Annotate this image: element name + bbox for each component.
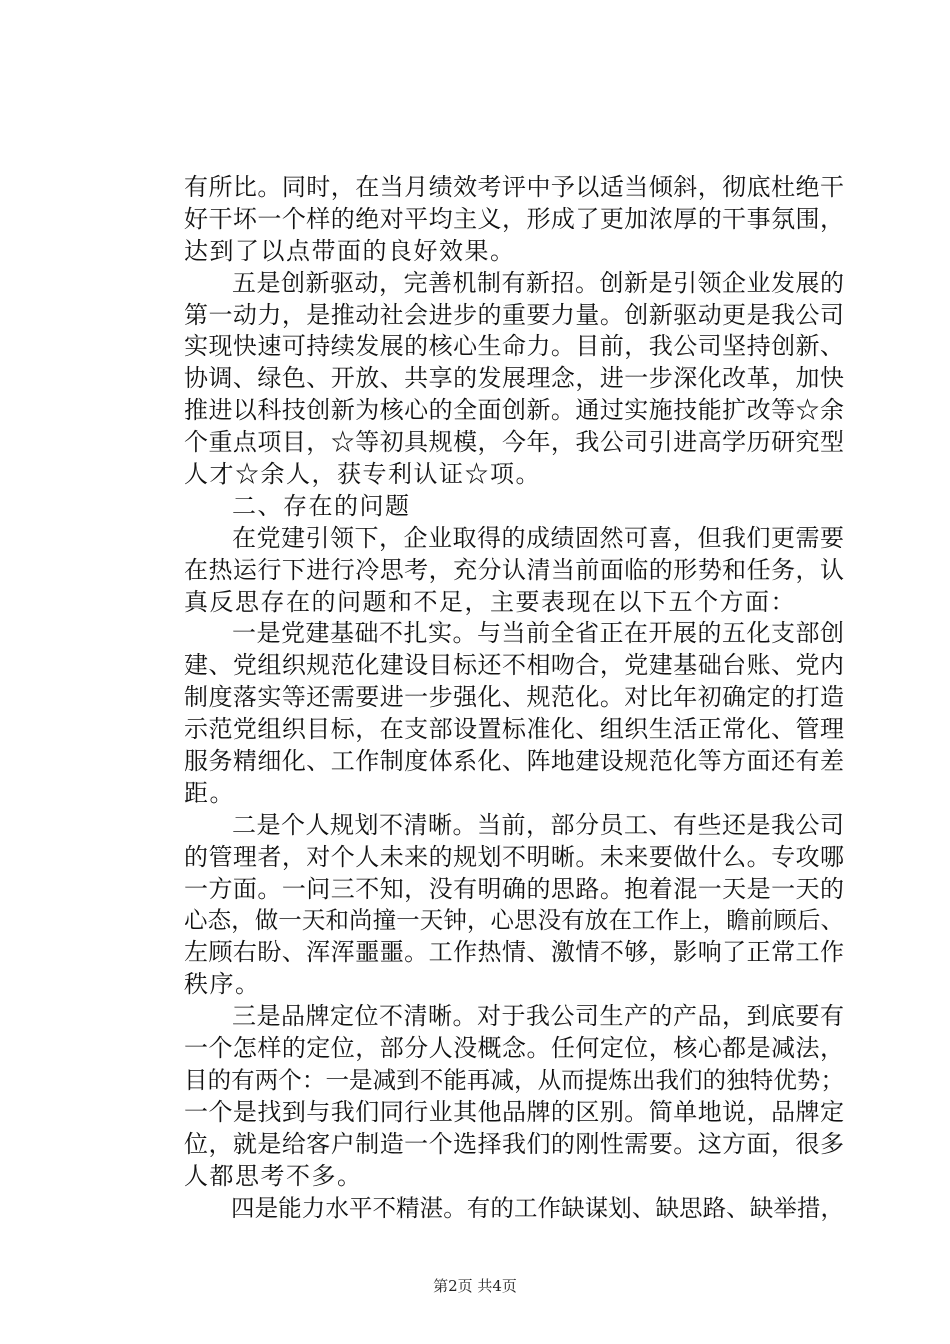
- text-line: 推进以科技创新为核心的全面创新。通过实施技能扩改等☆余: [184, 396, 844, 425]
- text-line: 在热运行下进行冷思考，充分认清当前面临的形势和任务，认: [184, 555, 844, 584]
- text-line: 实现快速可持续发展的核心生命力。目前，我公司坚持创新、: [184, 332, 844, 361]
- text-line: 二、存在的问题: [232, 491, 411, 520]
- text-line: 第一动力，是推动社会进步的重要力量。创新驱动更是我公司: [184, 300, 844, 329]
- text-line: 达到了以点带面的良好效果。: [184, 236, 516, 265]
- text-line: 建、党组织规范化建设目标还不相吻合，党建基础台账、党内: [184, 651, 844, 680]
- text-line: 左顾右盼、浑浑噩噩。工作热情、激情不够，影响了正常工作: [184, 938, 844, 967]
- text-line: 二是个人规划不清晰。当前，部分员工、有些还是我公司: [232, 810, 844, 839]
- text-line: 目的有两个：一是减到不能再减，从而提炼出我们的独特优势；: [184, 1065, 844, 1094]
- text-line: 协调、绿色、开放、共享的发展理念，进一步深化改革，加快: [184, 364, 844, 393]
- text-line: 一个是找到与我们同行业其他品牌的区别。简单地说，品牌定: [184, 1097, 844, 1126]
- text-line: 个重点项目，☆等初具规模，今年，我公司引进高学历研究型: [184, 428, 844, 457]
- text-line: 距。: [184, 778, 235, 807]
- text-line: 三是品牌定位不清晰。对于我公司生产的产品，到底要有: [232, 1002, 844, 1031]
- text-line: 制度落实等还需要进一步强化、规范化。对比年初确定的打造: [184, 683, 844, 712]
- text-line: 人才☆余人，获专利认证☆项。: [184, 460, 541, 489]
- text-line: 真反思存在的问题和不足，主要表现在以下五个方面：: [184, 587, 796, 616]
- text-line: 人都思考不多。: [184, 1161, 363, 1190]
- text-line: 的管理者，对个人未来的规划不明晰。未来要做什么。专攻哪: [184, 842, 844, 871]
- text-line: 一是党建基础不扎实。与当前全省正在开展的五化支部创: [232, 619, 844, 648]
- text-line: 示范党组织目标，在支部设置标准化、组织生活正常化、管理: [184, 715, 844, 744]
- text-line: 服务精细化、工作制度体系化、阵地建设规范化等方面还有差: [184, 747, 844, 776]
- text-line: 一个怎样的定位，部分人没概念。任何定位，核心都是减法，: [184, 1034, 844, 1063]
- text-line: 心态，做一天和尚撞一天钟，心思没有放在工作上，瞻前顾后、: [184, 906, 844, 935]
- text-line: 一方面。一问三不知，没有明确的思路。抱着混一天是一天的: [184, 874, 844, 903]
- text-line: 五是创新驱动，完善机制有新招。创新是引领企业发展的: [232, 268, 844, 297]
- text-line: 秩序。: [184, 970, 261, 999]
- body-text: [184, 172, 844, 1224]
- text-line: 在党建引领下，企业取得的成绩固然可喜，但我们更需要: [232, 523, 844, 552]
- text-line: 四是能力水平不精湛。有的工作缺谋划、缺思路、缺举措，: [231, 1193, 844, 1222]
- text-line: 位，就是给客户制造一个选择我们的刚性需要。这方面，很多: [184, 1129, 844, 1158]
- text-line: 有所比。同时，在当月绩效考评中予以适当倾斜，彻底杜绝干: [184, 173, 844, 201]
- text-line: 好干坏一个样的绝对平均主义，形成了更加浓厚的干事氛围，: [184, 204, 844, 233]
- page-footer: 第2页 共4页: [433, 1277, 517, 1295]
